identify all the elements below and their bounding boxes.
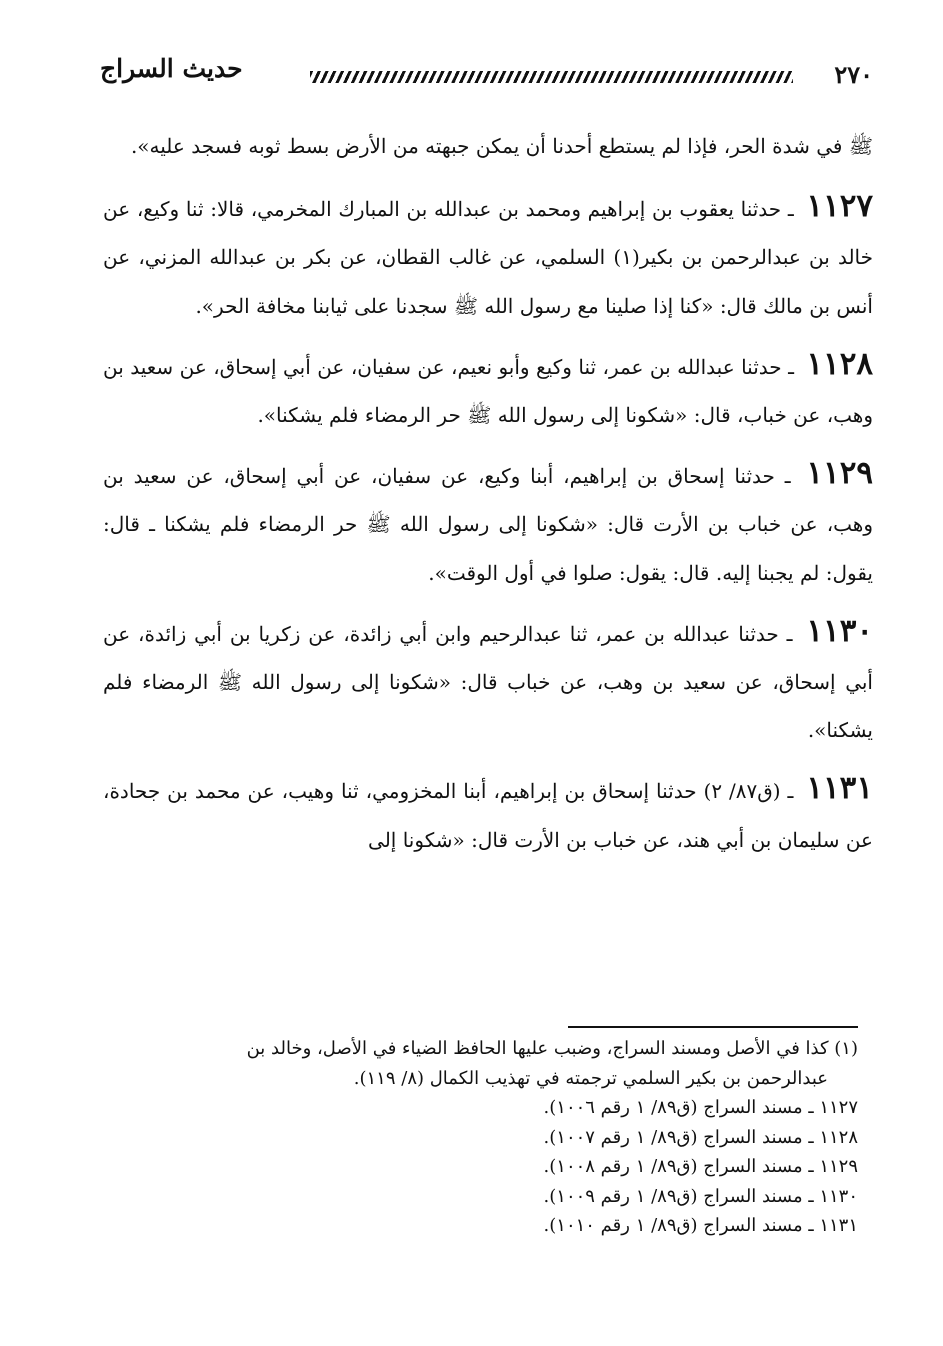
hadith-1128 (103, 340, 873, 439)
hadith-number: ١١٢٩ (806, 455, 873, 492)
hadith-number: ١١٢٨ (806, 345, 873, 382)
source-reference: ١١٣٠ ـ مسند السراج (ق٨٩/ ١ رقم ١٠٠٩). (543, 1185, 858, 1207)
hadith-1129 (103, 449, 873, 597)
hadith-number: ١١٢٧ (806, 188, 873, 225)
hadith-text: ـ حدثنا إسحاق بن إبراهيم، أبنا وكيع، عن سفيان، عن أبي إسحاق، عن سعيد بن وهب، عن خباب بن الأرت قال: «شكونا إلى رسول الله ﷺ حر الرمضاء فلم يشكنا ـ قال: يقول: لم يجبنا إليه. قال: يقول: صلوا في أول الوقت». (103, 464, 873, 585)
main-text (103, 122, 873, 874)
footnote-1 (103, 1034, 858, 1093)
paragraph-continued (103, 122, 873, 170)
hadith-1131 (103, 764, 873, 863)
page-header (100, 50, 873, 96)
paragraph-text: ﷺ في شدة الحر، فإذا لم يستطع أحدنا أن يمكن جبهته من الأرض بسط ثوبه فسجد عليه». (130, 134, 873, 158)
source-reference: ١١٣١ ـ مسند السراج (ق٨٩/ ١ رقم ١٠١٠). (543, 1215, 858, 1236)
footnote-1-line2: عبدالرحمن بن بكير السلمي ترجمته في تهذيب الكمال (٨/ ١١٩). (353, 1067, 828, 1089)
page-number: ٢٧٠ (834, 60, 873, 89)
footnotes (103, 1034, 858, 1241)
footnote-divider (568, 1026, 858, 1028)
hadith-number: ١١٣٠ (806, 612, 873, 649)
source-reference: ١١٢٧ ـ مسند السراج (ق٨٩/ ١ رقم ١٠٠٦). (543, 1097, 858, 1118)
source-reference: ١١٢٩ ـ مسند السراج (ق٨٩/ ١ رقم ١٠٠٨). (543, 1156, 858, 1177)
hadith-text: ـ حدثنا يعقوب بن إبراهيم ومحمد بن عبدالله بن المبارك المخرمي، قالا: ثنا وكيع، عن خالد بن عبدالرحمن بن بكير(١) السلمي، عن غالب القطان، عن بكر بن عبدالله المزني، عن أنس بن مالك قال: «كنا إذا صلينا مع رسول الله ﷺ سجدنا على ثيابنا مخافة الحر». (103, 197, 874, 318)
hadith-text: ـ (ق٨٧/ ٢) حدثنا إسحاق بن إبراهيم، أبنا المخزومي، ثنا وهيب، عن محمد بن جحادة، عن سليمان بن أبي هند، عن خباب بن الأرت قال: «شكونا إلى (103, 779, 873, 852)
hadith-text: ـ حدثنا عبدالله بن عمر، ثنا عبدالرحيم وابن أبي زائدة، عن زكريا بن أبي زائدة، عن أبي إسحاق، عن سعيد بن وهب، عن خباب قال: «شكونا إلى رسول الله ﷺ الرمضاء فلم يشكنا». (103, 621, 873, 743)
running-title: حديث السراج (100, 54, 243, 83)
footnote-1-line1: (١) كذا في الأصل ومسند السراج، وضبب عليها الحافظ الضياء في الأصل، وخالد بن (246, 1038, 858, 1059)
hadith-1127 (103, 182, 873, 330)
hadith-number: ١١٣١ (806, 770, 873, 807)
source-reference: ١١٢٨ ـ مسند السراج (ق٨٩/ ١ رقم ١٠٠٧). (543, 1126, 858, 1148)
hadith-text: ـ حدثنا عبدالله بن عمر، ثنا وكيع وأبو نعيم، عن سفيان، عن أبي إسحاق، عن سعيد بن وهب، عن خباب، قال: «شكونا إلى رسول الله ﷺ حر الرمضاء فلم يشكنا». (103, 354, 873, 428)
header-decorative-rule (310, 71, 793, 83)
hadith-1130 (103, 607, 873, 755)
